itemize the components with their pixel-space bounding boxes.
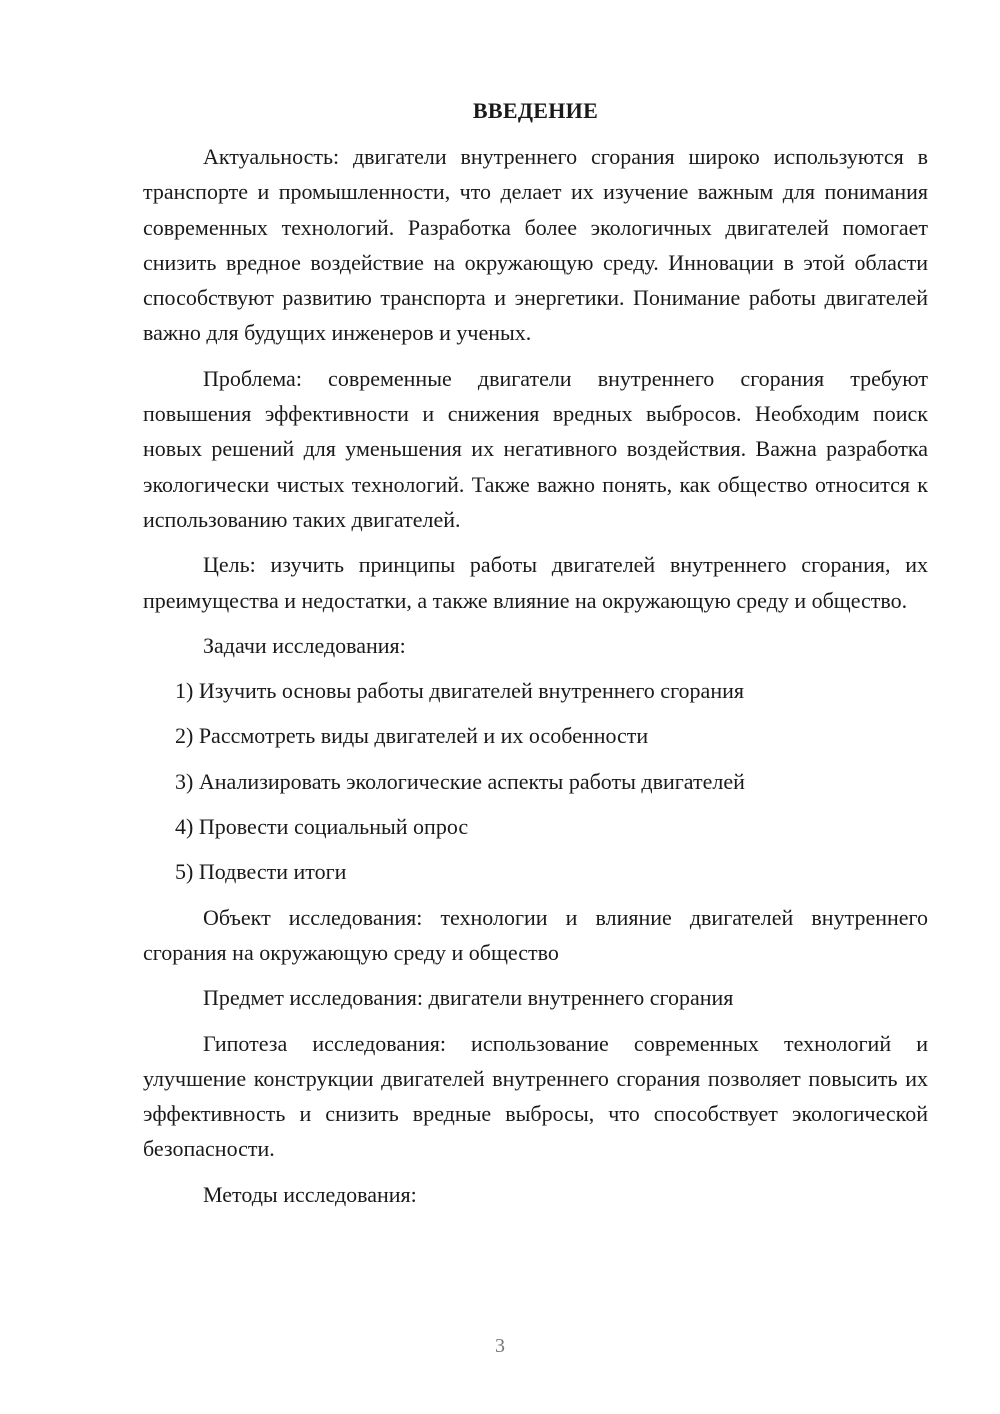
paragraph-hypothesis: Гипотеза исследования: использование современных технологий и улучшение конструкции двигателей внутреннего сгорания позволяет повысить их эффективность и снизить вредные выбросы, что способствует экологической безопасности.: [143, 1030, 928, 1162]
paragraph-object: Объект исследования: технологии и влияние двигателей внутреннего сгорания на окружающую среду и общество: [143, 904, 928, 965]
task-item-1: 1) Изучить основы работы двигателей внутреннего сгорания: [175, 678, 744, 704]
methods-heading: Методы исследования:: [203, 1181, 417, 1207]
task-item-3: 3) Анализировать экологические аспекты работы двигателей: [175, 768, 745, 794]
paragraph-relevance: Актуальность: двигатели внутреннего сгорания широко используются в транспорте и промышленности, что делает их изучение важным для понимания современных технологий. Разработка более экологичных двигателей помогает снизить вредное воздействие на окружающую среду. Инновации в этой области способствуют развитию транспорта и энергетики. Понимание работы двигателей важно для будущих инженеров и ученых.: [143, 144, 928, 346]
task-item-5: 5) Подвести итоги: [175, 859, 347, 885]
page-content: [143, 95, 928, 1222]
paragraph-problem: Проблема: современные двигатели внутреннего сгорания требуют повышения эффективности и снижения вредных выбросов. Необходим поиск новых решений для уменьшения их негативного воздействия. Важна разработка экологически чистых технологий. Также важно понять, как общество относится к использованию таких двигателей.: [143, 365, 928, 532]
tasks-list: [143, 673, 928, 889]
paragraph-goal: Цель: изучить принципы работы двигателей внутреннего сгорания, их преимущества и недостатки, а также влияние на окружающую среду и общество.: [143, 552, 928, 613]
task-item-4: 4) Провести социальный опрос: [175, 814, 469, 840]
page-number: 3: [495, 1335, 505, 1357]
tasks-heading: Задачи исследования:: [203, 632, 406, 658]
section-title: ВВЕДЕНИЕ: [472, 98, 599, 123]
task-item-2: 2) Рассмотреть виды двигателей и их особенности: [175, 723, 649, 749]
paragraph-subject: Предмет исследования: двигатели внутреннего сгорания: [203, 985, 734, 1011]
